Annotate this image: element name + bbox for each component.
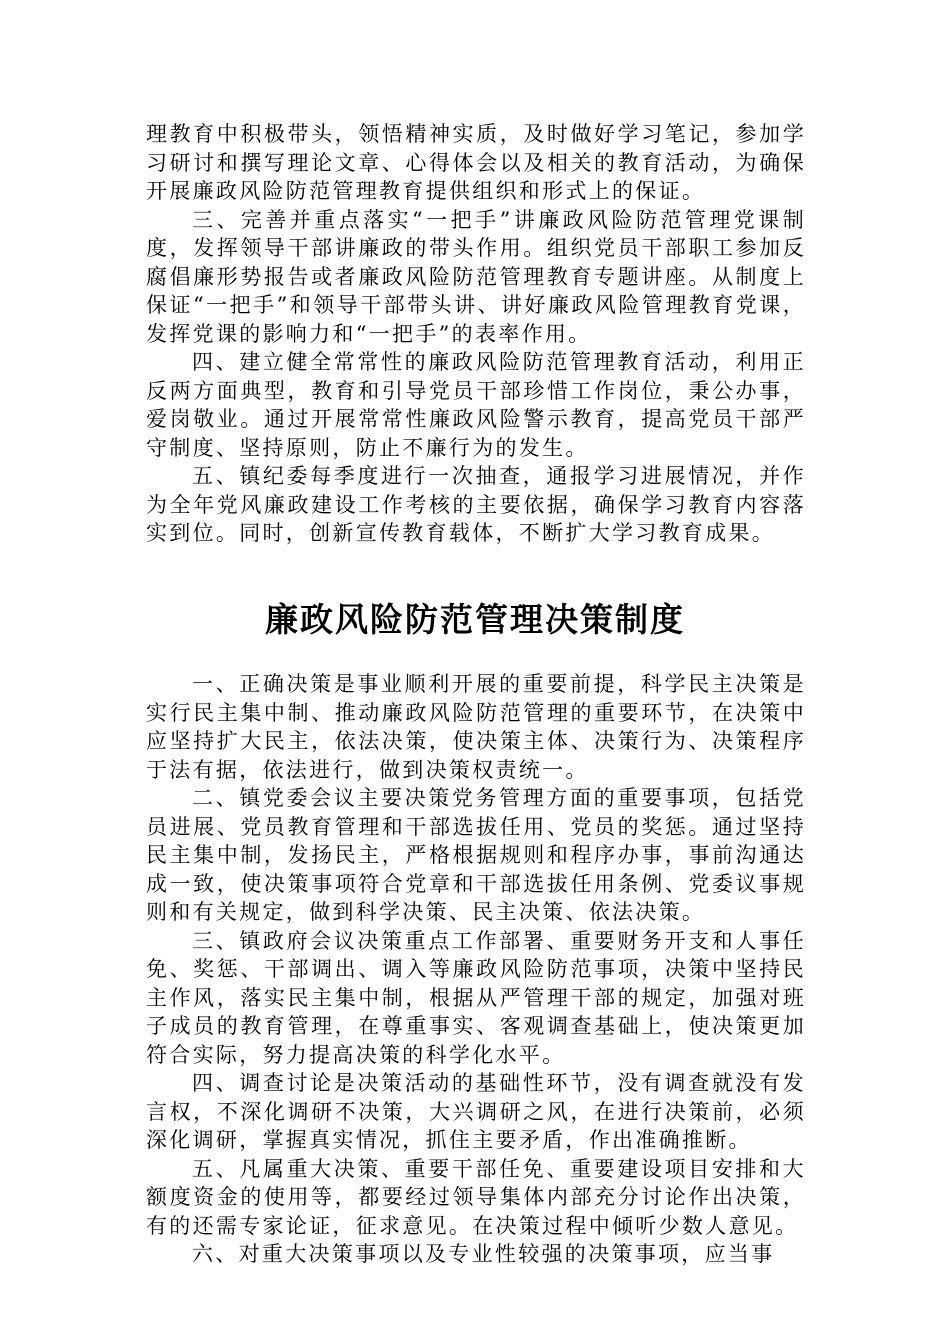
paragraph-item-6: 六、对重大决策事项以及专业性较强的决策事项，应当事: [192, 1242, 775, 1266]
paragraph-item-4: 四、建立健全常常性的廉政风险防范管理教育活动，利用正反两方面典型，教育和引导党员干部珍惜工作岗位，秉公办事，爱岗敬业。通过开展常常性廉政风险警示教育，提高党员干部严守制度、坚持原则，防止不廉行为的发生。: [146, 350, 806, 460]
paragraph-item-1: 一、正确决策是事业顺利开展的重要前提，科学民主决策是实行民主集中制、推动廉政风险防范管理的重要环节，在决策中应坚持扩大民主，依法决策，使决策主体、决策行为、决策程序于法有据，依法进行，做到决策权责统一。: [146, 672, 806, 782]
document-section-decision-system: [146, 670, 806, 1269]
paragraph-item-4: 四、调查讨论是决策活动的基础性环节，没有调查就没有发言权，不深化调研不决策，大兴调研之风，在进行决策前，必须深化调研，掌握真实情况，抓住主要矛盾，作出准确推断。: [146, 1071, 806, 1152]
paragraph-continued: 理教育中积极带头，领悟精神实质，及时做好学习笔记，参加学习研讨和撰写理论文章、心得体会以及相关的教育活动，为确保开展廉政风险防范管理教育提供组织和形式上的保证。: [146, 122, 806, 203]
paragraph-item-5: 五、凡属重大决策、重要干部任免、重要建设项目安排和大额度资金的使用等，都要经过领导集体内部充分讨论作出决策，有的还需专家论证，征求意见。在决策过程中倾听少数人意见。: [146, 1156, 806, 1238]
paragraph-item-3: 三、完善并重点落实“一把手”讲廉政风险防范管理党课制度，发挥领导干部讲廉政的带头作用。组织党员干部职工参加反腐倡廉形势报告或者廉政风险防范管理教育专题讲座。从制度上保证“一把手”和领导干部带头讲、讲好廉政风险管理教育党课，发挥党课的影响力和“一把手”的表率作用。: [146, 207, 806, 346]
document-section-continued: [146, 120, 806, 548]
paragraph-item-2: 二、镇党委会议主要决策党务管理方面的重要事项，包括党员进展、党员教育管理和干部选拔任用、党员的奖惩。通过坚持民主集中制，发扬民主，严格根据规则和程序办事，事前沟通达成一致，使决策事项符合党章和干部选拔任用条例、党委议事规则和有关规定，做到科学决策、民主决策、依法决策。: [146, 786, 806, 924]
section-title: 廉政风险防范管理决策制度: [265, 600, 685, 639]
paragraph-item-3: 三、镇政府会议决策重点工作部署、重要财务开支和人事任免、奖惩、干部调出、调入等廉政风险防范事项，决策中坚持民主作风，落实民主集中制，根据从严管理干部的规定，加强对班子成员的教育管理，在尊重事实、客观调查基础上，使决策更加符合实际，努力提高决策的科学化水平。: [146, 928, 806, 1067]
paragraph-item-5: 五、镇纪委每季度进行一次抽查，通报学习进展情况，并作为全年党风廉政建设工作考核的主要依据，确保学习教育内容落实到位。同时，创新宣传教育载体，不断扩大学习教育成果。: [146, 464, 806, 545]
